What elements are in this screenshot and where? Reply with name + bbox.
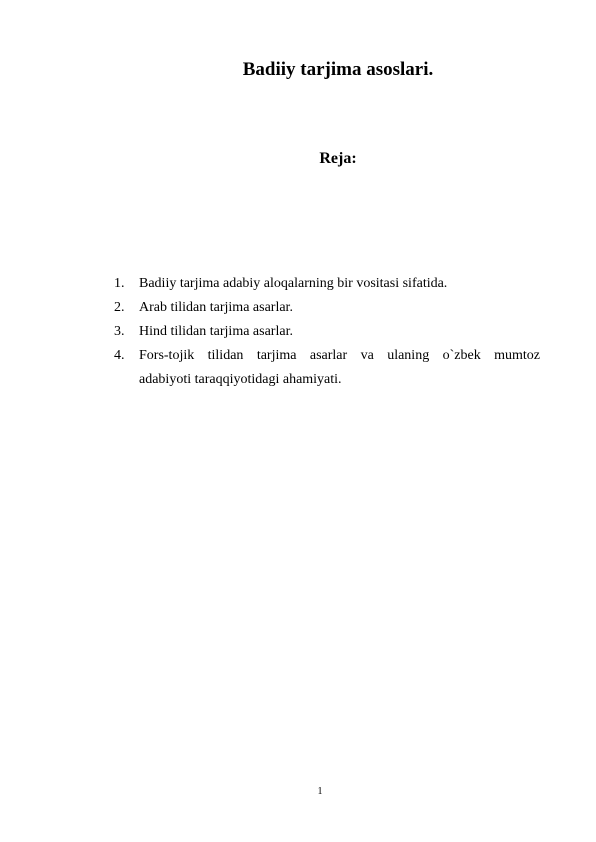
- plan-list: [114, 272, 540, 392]
- plan-item-2: [114, 296, 540, 320]
- plan-item-text-line-2: adabiyoti taraqqiyotidagi ahamiyati.: [139, 372, 342, 387]
- plan-item-number: 4.: [114, 348, 125, 363]
- document-title: Badiiy tarjima asoslari.: [242, 59, 434, 80]
- plan-item-3: [114, 320, 540, 344]
- plan-item-number: 3.: [114, 324, 125, 339]
- plan-heading: Reja:: [319, 150, 357, 167]
- plan-item-text: Hind tilidan tarjima asarlar.: [139, 324, 293, 339]
- plan-item-text: Arab tilidan tarjima asarlar.: [139, 300, 293, 315]
- plan-item-text: Badiiy tarjima adabiy aloqalarning bir vositasi sifatida.: [139, 276, 448, 291]
- plan-item-number: 2.: [114, 300, 125, 315]
- page-number: 1: [317, 786, 323, 797]
- plan-item-4: [114, 344, 540, 392]
- plan-item-text-line-1: Fors-tojik tilidan tarjima asarlar va ulaning o`zbek mumtoz: [139, 348, 540, 363]
- plan-item-number: 1.: [114, 276, 125, 291]
- plan-item-1: [114, 272, 540, 296]
